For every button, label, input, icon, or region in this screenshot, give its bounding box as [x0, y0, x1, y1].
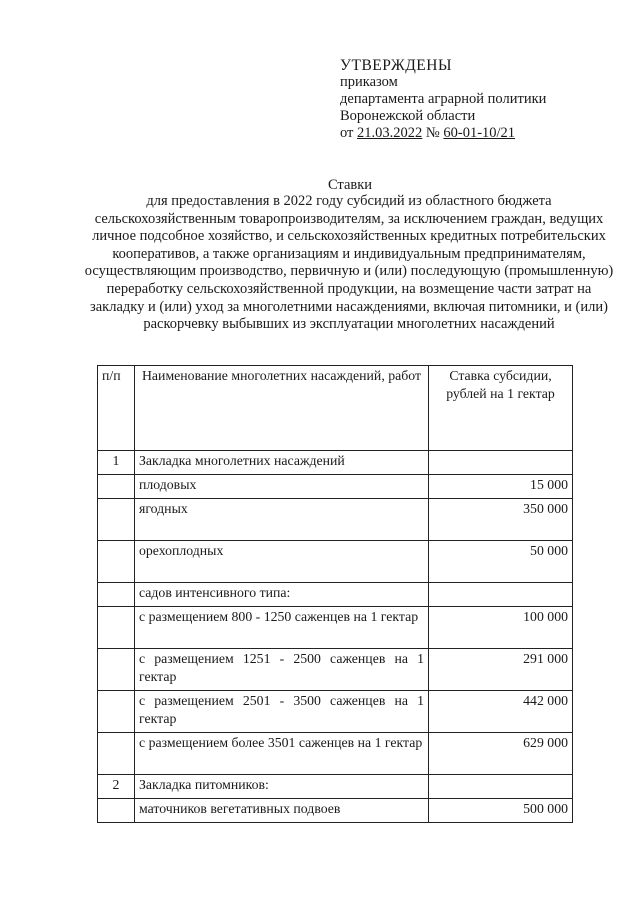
number-prefix: №: [422, 125, 444, 141]
row-rate: 291 000: [429, 649, 573, 691]
approval-department-line: департамента аграрной политики: [340, 91, 547, 107]
table-row: [98, 541, 573, 583]
row-num: [98, 649, 135, 691]
row-rate: 629 000: [429, 733, 573, 775]
row-rate: 50 000: [429, 541, 573, 583]
row-name: Закладка многолетних насаждений: [135, 451, 429, 475]
approval-order-line: приказом: [340, 74, 398, 90]
document-subtitle: для предоставления в 2022 году субсидий из областного бюджета сельскохозяйственным товаропроизводителям, за исключением граждан, ведущих личное подсобное хозяйство, и сельскохозяйственных кредитных потребительских кооперативов, а также организациям и индивидуальным предпринимателям, осуществляющим производство, первичную и (или) последующую (промышленную) переработку сельскохозяйственной продукции, на возмещение части затрат на закладку и (или) уход за многолетними насаждениями, включая питомники, и (или) раскорчевку выбывших из эксплуатации многолетних насаждений: [84, 193, 614, 333]
row-num: [98, 733, 135, 775]
row-name: с размещением 800 - 1250 саженцев на 1 гектар: [135, 607, 429, 649]
row-rate: 350 000: [429, 499, 573, 541]
table-row: [98, 583, 573, 607]
date-prefix: от: [340, 125, 358, 141]
row-num: 1: [98, 451, 135, 475]
row-num: 2: [98, 775, 135, 799]
row-num: [98, 499, 135, 541]
row-rate: 100 000: [429, 607, 573, 649]
table-header-row: [98, 366, 573, 451]
row-rate: [429, 451, 573, 475]
approval-heading: УТВЕРЖДЕНЫ: [340, 57, 452, 74]
row-rate: 15 000: [429, 475, 573, 499]
table-row: [98, 799, 573, 823]
row-name: Закладка питомников:: [135, 775, 429, 799]
row-name: с размещением 2501 - 3500 саженцев на 1 гектар: [135, 691, 429, 733]
row-name: с размещением 1251 - 2500 саженцев на 1 гектар: [135, 649, 429, 691]
table-row: [98, 451, 573, 475]
row-num: [98, 475, 135, 499]
row-name: с размещением более 3501 саженцев на 1 гектар: [135, 733, 429, 775]
row-name: орехоплодных: [135, 541, 429, 583]
row-rate: [429, 583, 573, 607]
row-rate: 442 000: [429, 691, 573, 733]
row-rate: [429, 775, 573, 799]
approval-date: 21.03.2022: [357, 125, 423, 141]
approval-number: 60-01-10/21: [443, 125, 516, 141]
row-name: маточников вегетативных подвоев: [135, 799, 429, 823]
table-row: [98, 691, 573, 733]
document-title: Ставки: [327, 177, 373, 193]
row-num: [98, 541, 135, 583]
header-name: Наименование многолетних насаждений, работ: [135, 366, 429, 451]
table-row: [98, 499, 573, 541]
table-row: [98, 475, 573, 499]
rates-table: [97, 365, 573, 823]
row-num: [98, 799, 135, 823]
header-num: п/п: [98, 366, 135, 451]
row-num: [98, 607, 135, 649]
row-name: ягодных: [135, 499, 429, 541]
header-rate: Ставка субсидии, рублей на 1 гектар: [429, 366, 573, 451]
row-rate: 500 000: [429, 799, 573, 823]
approval-block: [340, 57, 620, 142]
approval-date-line: [340, 125, 620, 142]
table-row: [98, 607, 573, 649]
row-num: [98, 583, 135, 607]
row-name: плодовых: [135, 475, 429, 499]
row-num: [98, 691, 135, 733]
table-row: [98, 733, 573, 775]
row-name: садов интенсивного типа:: [135, 583, 429, 607]
table-row: [98, 649, 573, 691]
approval-region-line: Воронежской области: [340, 108, 476, 124]
table-row: [98, 775, 573, 799]
